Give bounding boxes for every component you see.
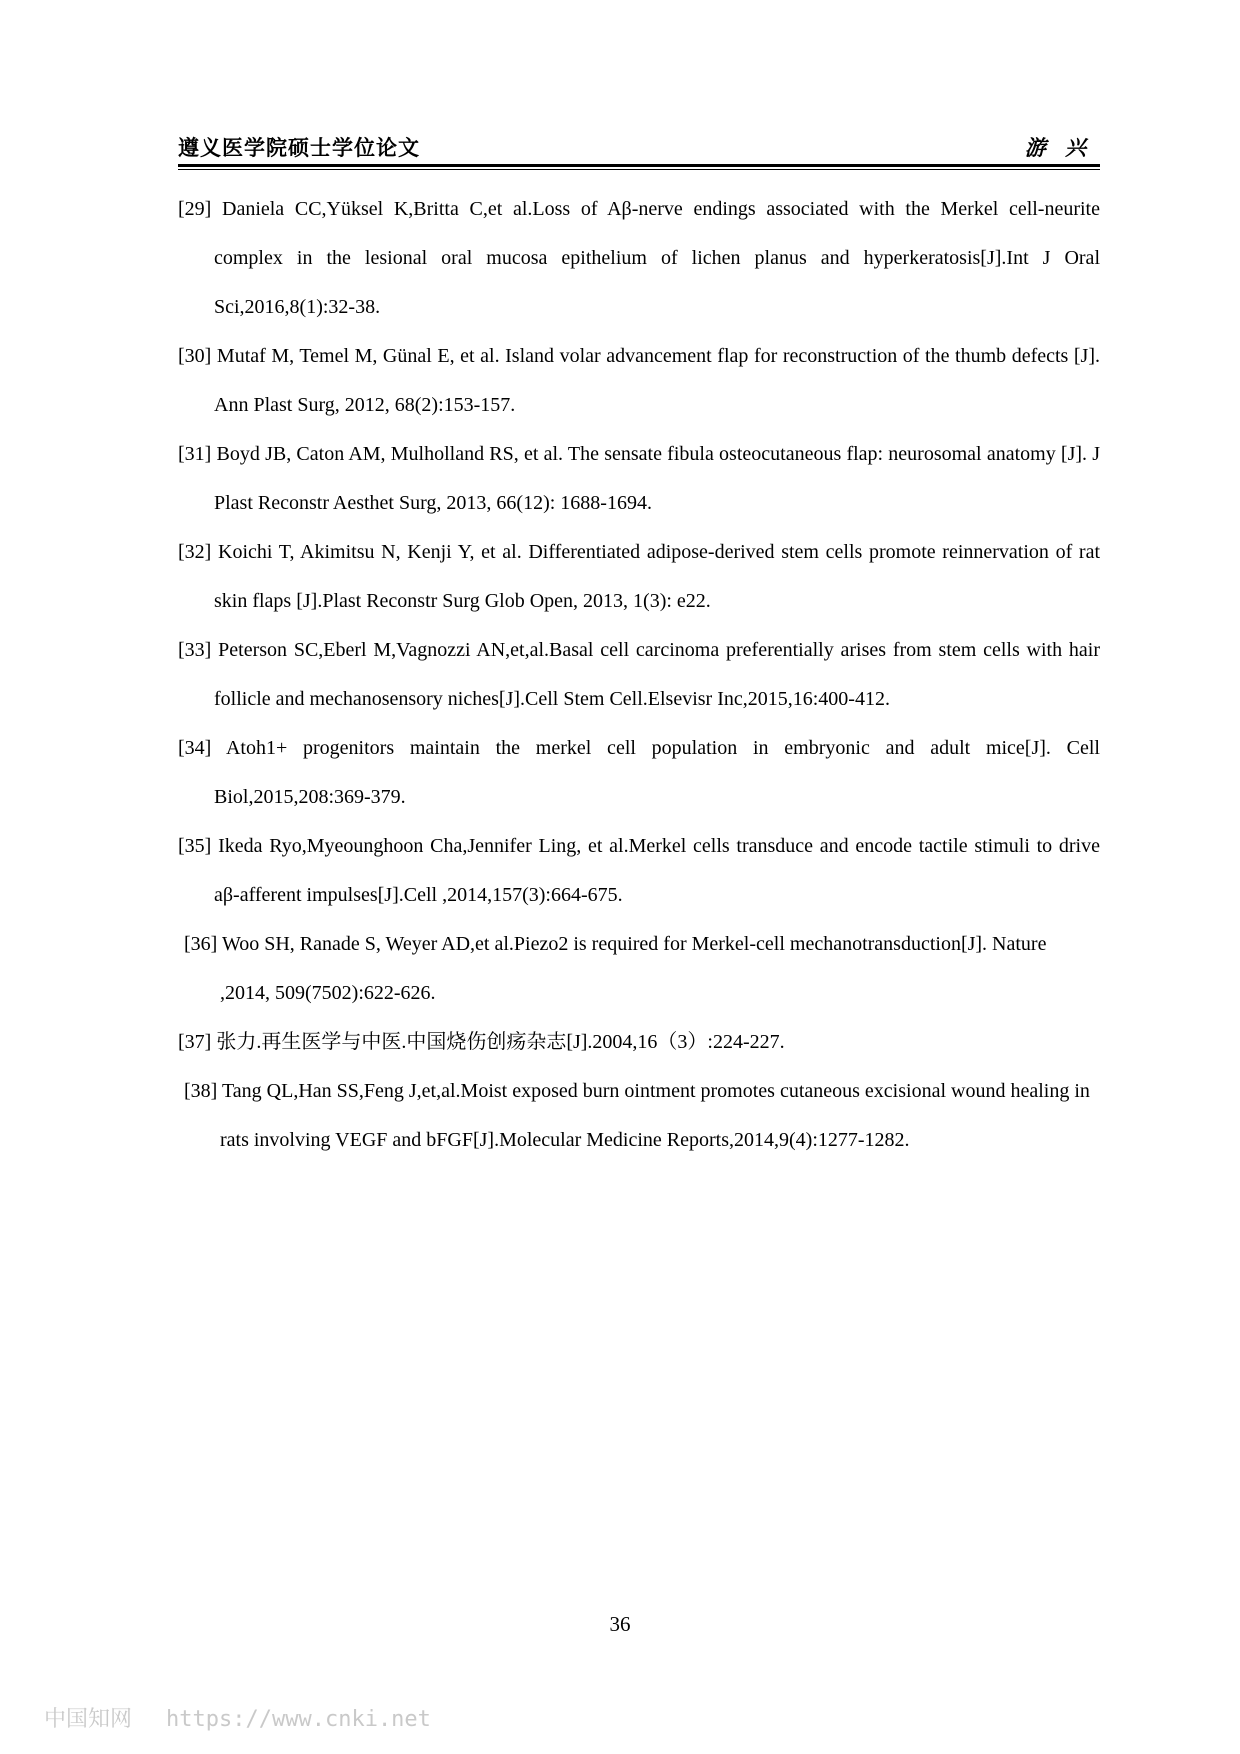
watermark-url: https://www.cnki.net <box>166 1707 431 1732</box>
reference-item: [38] Tang QL,Han SS,Feng J,et,al.Moist exposed burn ointment promotes cutaneous excisional wound healing in rats involving VEGF and bFGF[J].Molecular Medicine Reports,2014,9(4):1277-1282. <box>184 1080 1090 1151</box>
reference-item: [31] Boyd JB, Caton AM, Mulholland RS, et al. The sensate fibula osteocutaneous flap: neurosomal anatomy [J]. J Plast Reconstr Aesthet Surg, 2013, 66(12): 1688-1694. <box>178 443 1101 514</box>
reference-item: [34] Atoh1+ progenitors maintain the merkel cell population in embryonic and adult mice[J]. Cell Biol,2015,208:369-379. <box>178 737 1100 808</box>
header-rule-thin <box>178 169 1100 170</box>
cnki-watermark <box>44 1702 431 1733</box>
thesis-title: 遵义医学院硕士学位论文 <box>178 135 420 160</box>
reference-item: [36] Woo SH, Ranade S, Weyer AD,et al.Piezo2 is required for Merkel-cell mechanotransduction[J]. Nature ,2014, 509(7502):622-626. <box>184 933 1047 1004</box>
reference-item: [33] Peterson SC,Eberl M,Vagnozzi AN,et,al.Basal cell carcinoma preferentially arises from stem cells with hair follicle and mechanosensory niches[J].Cell Stem Cell.Elsevisr Inc,2015,16:400-412. <box>178 639 1101 710</box>
page-header <box>178 128 1100 168</box>
page-number: 36 <box>609 1612 631 1636</box>
reference-item: [35] Ikeda Ryo,Myeounghoon Cha,Jennifer Ling, et al.Merkel cells transduce and encode tactile stimuli to drive aβ-afferent impulses[J].Cell ,2014,157(3):664-675. <box>178 835 1100 906</box>
header-rule-thick <box>178 164 1100 167</box>
reference-list <box>178 185 1100 1165</box>
reference-item: [30] Mutaf M, Temel M, Günal E, et al. Island volar advancement flap for reconstruction of the thumb defects [J]. Ann Plast Surg, 2012, 68(2):153-157. <box>178 345 1101 416</box>
watermark-brand: 中国知网 <box>44 1707 133 1732</box>
reference-item: [29] Daniela CC,Yüksel K,Britta C,et al.Loss of Aβ-nerve endings associated with the Merkel cell-neurite complex in the lesional oral mucosa epithelium of lichen planus and hyperkeratosis[J].Int J Oral Sci,2016,8(1):32-38. <box>178 198 1100 318</box>
reference-item: [37] 张力.再生医学与中医.中国烧伤创疡杂志[J].2004,16（3）:224-227. <box>178 1031 785 1053</box>
author-name: 游 兴 <box>1024 135 1092 160</box>
reference-item: [32] Koichi T, Akimitsu N, Kenji Y, et al. Differentiated adipose-derived stem cells promote reinnervation of rat skin flaps [J].Plast Reconstr Surg Glob Open, 2013, 1(3): e22. <box>178 541 1100 612</box>
